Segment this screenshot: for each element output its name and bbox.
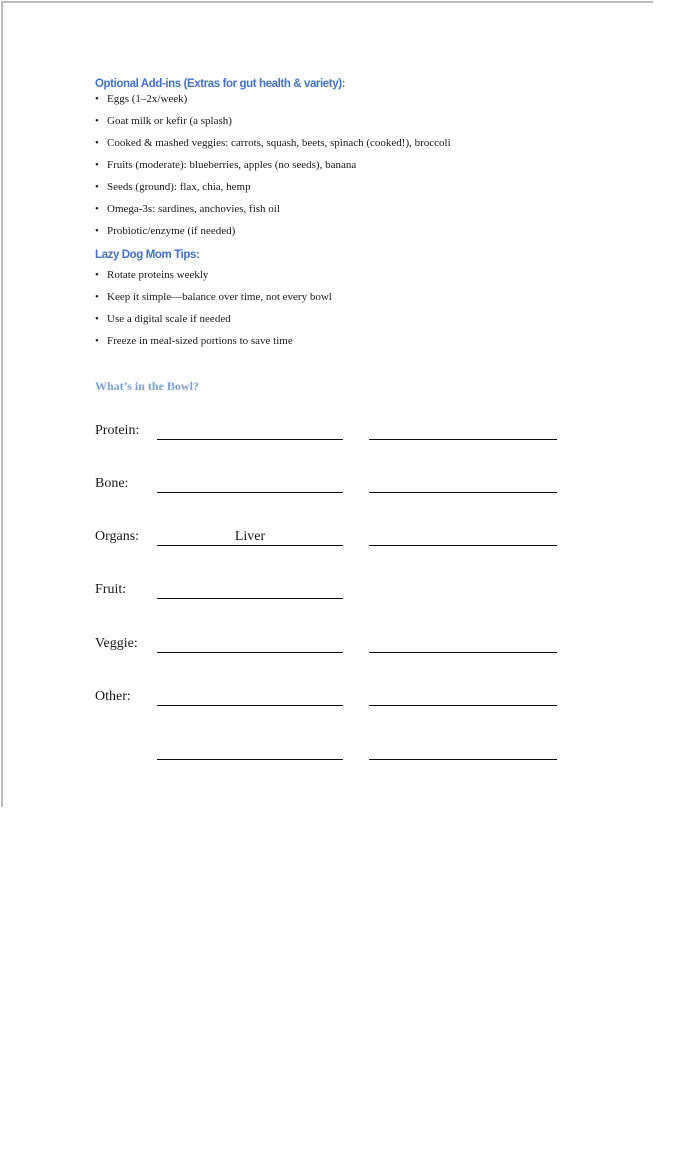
extra-blank-1[interactable] [157,741,343,760]
list-item-text: Freeze in meal-sized portions to save time [107,335,293,347]
form-row-extra [95,742,565,760]
tips-section-heading: Lazy Dog Mom Tips: [95,249,200,261]
bullet-icon: • [95,269,99,281]
list-item-text: Omega-3s: sardines, anchovies, fish oil [107,203,280,215]
page-edge-top [2,1,653,3]
list-item-text: Cooked & mashed veggies: carrots, squash, beets, spinach (cooked!), broccoli [107,137,451,149]
other-blank-2[interactable] [369,687,557,706]
list-item-text: Probiotic/enzyme (if needed) [107,225,236,237]
list-item-text: Fruits (moderate): blueberries, apples (no seeds), banana [107,159,357,171]
protein-blank-2[interactable] [369,421,557,440]
list-item-text: Rotate proteins weekly [107,269,209,281]
bullet-icon: • [95,137,99,149]
extra-blank-2[interactable] [369,741,557,760]
bullet-icon: • [95,335,99,347]
veggie-blank-1[interactable] [157,634,343,653]
page-edge-left [1,1,3,807]
bullet-icon: • [95,203,99,215]
list-item [95,220,451,242]
bullet-icon: • [95,181,99,193]
list-item-text: Goat milk or kefir (a splash) [107,115,232,127]
bone-blank-1[interactable] [157,474,343,493]
list-item [95,330,332,352]
tips-bullet-list [95,264,332,352]
fruit-label: Fruit: [95,582,127,597]
organs-blank-1[interactable] [157,527,343,546]
list-item-text: Seeds (ground): flax, chia, hemp [107,181,251,193]
fruit-blank-1[interactable] [157,580,343,599]
addins-bullet-list [95,88,451,242]
form-row-organs [95,528,565,546]
bullet-icon: • [95,225,99,237]
form-row-protein [95,422,565,440]
addins-section-heading: Optional Add-ins (Extras for gut health & variety): [95,78,346,90]
list-item [95,110,451,132]
organs-label: Organs: [95,529,140,544]
list-item-text: Use a digital scale if needed [107,313,231,325]
bullet-icon: • [95,159,99,171]
list-item [95,88,451,110]
list-item [95,154,451,176]
other-label: Other: [95,689,131,704]
bowl-form-heading: What’s in the Bowl? [95,379,199,393]
list-item-text: Keep it simple—balance over time, not every bowl [107,291,332,303]
bullet-icon: • [95,93,99,105]
list-item [95,264,332,286]
form-row-other [95,688,565,706]
bone-label: Bone: [95,476,129,491]
list-item [95,308,332,330]
bullet-icon: • [95,313,99,325]
organs-value-1: Liver [234,529,266,544]
bullet-icon: • [95,115,99,127]
other-blank-1[interactable] [157,687,343,706]
list-item [95,132,451,154]
protein-blank-1[interactable] [157,421,343,440]
bone-blank-2[interactable] [369,474,557,493]
list-item [95,198,451,220]
list-item [95,176,451,198]
veggie-blank-2[interactable] [369,634,557,653]
form-row-fruit [95,581,565,599]
form-row-bone [95,475,565,493]
list-item [95,286,332,308]
bullet-icon: • [95,291,99,303]
organs-blank-2[interactable] [369,527,557,546]
protein-label: Protein: [95,423,140,438]
veggie-label: Veggie: [95,636,138,651]
form-row-veggie [95,635,565,653]
list-item-text: Eggs (1–2x/week) [107,93,188,105]
